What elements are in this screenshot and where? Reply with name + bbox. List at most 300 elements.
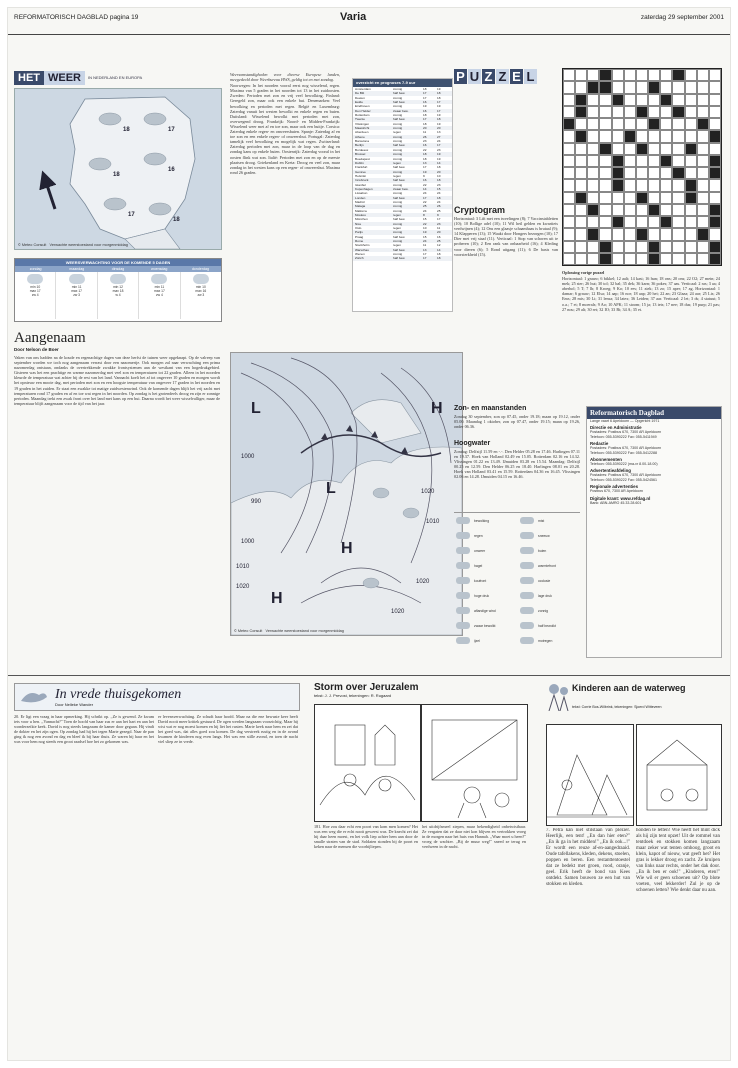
crossword-cell[interactable] <box>709 106 721 118</box>
crossword-cell[interactable] <box>612 94 624 106</box>
crossword-cell[interactable] <box>624 204 636 216</box>
weather-table-cell: Helsinki <box>355 173 366 178</box>
crossword-cell[interactable] <box>672 155 684 167</box>
kids-title: Kinderen aan de waterweg <box>572 683 686 693</box>
crossword-cell[interactable] <box>599 167 611 179</box>
crossword-cell[interactable] <box>648 106 660 118</box>
crossword-cell[interactable] <box>685 94 697 106</box>
crossword-cell[interactable] <box>660 81 672 93</box>
crossword-cell[interactable] <box>575 253 587 265</box>
crossword-cell[interactable] <box>636 192 648 204</box>
legend-item: zwaar bewolkt <box>474 624 496 628</box>
weather-table-cell: Genève <box>355 169 366 174</box>
weather-table-cell: Brussel <box>355 152 366 157</box>
crossword-cell[interactable] <box>587 81 599 93</box>
weather-table-cell: 17 <box>437 217 441 222</box>
crossword-cell[interactable] <box>672 106 684 118</box>
colofon-line: Telefoon: 055-5390222 (ma-vr 8.00-18.00) <box>590 462 658 467</box>
crossword-cell[interactable] <box>612 155 624 167</box>
crossword-cell[interactable] <box>709 69 721 81</box>
crossword-cell[interactable] <box>709 118 721 130</box>
crossword-cell[interactable] <box>709 130 721 142</box>
forecast-max: 17 <box>36 289 41 293</box>
crossword-cell[interactable] <box>612 204 624 216</box>
weather-table-cell: zonnig <box>393 126 403 131</box>
crossword-cell[interactable] <box>660 204 672 216</box>
crossword-cell[interactable] <box>685 143 697 155</box>
crossword-cell[interactable] <box>672 94 684 106</box>
weather-table-cell: Maastricht <box>355 126 370 131</box>
crossword-cell[interactable] <box>636 94 648 106</box>
crossword-cell[interactable] <box>575 192 587 204</box>
crossword-cell[interactable] <box>672 253 684 265</box>
crossword-cell[interactable] <box>587 204 599 216</box>
crossword-cell[interactable] <box>648 204 660 216</box>
weather-table-cell: 19 <box>423 169 427 174</box>
map-temp-5: 17 <box>128 212 135 218</box>
crossword-cell[interactable] <box>612 81 624 93</box>
crossword-cell[interactable] <box>660 216 672 228</box>
crossword-cell[interactable] <box>697 118 709 130</box>
crossword-cell[interactable] <box>587 167 599 179</box>
crossword-cell[interactable] <box>599 216 611 228</box>
crossword-cell[interactable] <box>612 228 624 240</box>
legend-symbol-icon <box>520 547 534 554</box>
weather-table-cell: 25 <box>423 204 427 209</box>
weather-table-cell: 10 <box>423 226 427 230</box>
weather-table-cell: 26 <box>437 204 441 209</box>
crossword-cell[interactable] <box>672 228 684 240</box>
colofon-line: Telefoon: 055-5390222 Fax: 055-5412288 <box>590 450 657 455</box>
crossword-cell[interactable] <box>648 94 660 106</box>
weather-table-cell: 19 <box>437 156 441 161</box>
crossword-cell[interactable] <box>685 167 697 179</box>
weather-table-cell: 19 <box>423 104 427 109</box>
crossword-cell[interactable] <box>697 216 709 228</box>
weather-table-cell: Berlijn <box>355 143 364 148</box>
crossword-cell[interactable] <box>660 228 672 240</box>
crossword-cell[interactable] <box>685 241 697 253</box>
crossword-cell[interactable] <box>563 204 575 216</box>
crossword-cell[interactable] <box>575 204 587 216</box>
crossword-cell[interactable] <box>599 69 611 81</box>
section-divider <box>8 675 730 676</box>
legend-item: half bewolkt <box>538 624 556 628</box>
crossword-cell[interactable] <box>660 130 672 142</box>
crossword-cell[interactable] <box>563 228 575 240</box>
crossword-cell[interactable] <box>660 118 672 130</box>
weather-table-cell: 24 <box>437 191 441 196</box>
sun-moon-times <box>454 405 580 438</box>
crossword-cell[interactable] <box>599 155 611 167</box>
crossword-cell[interactable] <box>612 241 624 253</box>
crossword-cell[interactable] <box>563 143 575 155</box>
crossword-cell[interactable] <box>599 94 611 106</box>
weather-table-title: overzicht en prognoses 7-9 uur <box>353 79 452 87</box>
crossword-cell[interactable] <box>599 143 611 155</box>
crossword-cell[interactable] <box>624 241 636 253</box>
crossword-cell[interactable] <box>636 106 648 118</box>
crossword-cell[interactable] <box>587 216 599 228</box>
svg-text:L: L <box>326 480 336 497</box>
crossword-cell[interactable] <box>636 155 648 167</box>
crossword-cell[interactable] <box>599 253 611 265</box>
svg-text:H: H <box>341 540 353 557</box>
crossword-cell[interactable] <box>587 253 599 265</box>
crossword-cell[interactable] <box>612 192 624 204</box>
crossword-cell[interactable] <box>587 179 599 191</box>
crossword-cell[interactable] <box>697 81 709 93</box>
crossword-cell[interactable] <box>575 106 587 118</box>
weather-table-cell: zonnig <box>393 208 403 213</box>
crossword-cell[interactable] <box>563 81 575 93</box>
legend-symbol-icon <box>456 547 470 554</box>
crossword-cell[interactable] <box>612 106 624 118</box>
crossword-cell[interactable] <box>563 179 575 191</box>
colofon-line: Telefoon: 055-5390222 Fax: 055-5411949 <box>590 434 657 439</box>
weather-table-cell: 22 <box>423 221 427 226</box>
crossword-cell[interactable] <box>599 179 611 191</box>
forecast-wind: zw 4 <box>156 293 163 297</box>
crossword-cell[interactable] <box>587 155 599 167</box>
crossword-cell[interactable] <box>575 118 587 130</box>
legend-symbol-icon <box>520 532 534 539</box>
crossword-cell[interactable] <box>587 69 599 81</box>
crossword-cell[interactable] <box>697 192 709 204</box>
crossword-cell[interactable] <box>575 69 587 81</box>
crossword-cell[interactable] <box>636 118 648 130</box>
crossword-cell[interactable] <box>648 241 660 253</box>
crossword-cell[interactable] <box>624 167 636 179</box>
crossword-cell[interactable] <box>575 143 587 155</box>
legend-symbol-icon <box>456 517 470 524</box>
crossword-cell[interactable] <box>697 94 709 106</box>
crossword-cell[interactable] <box>685 130 697 142</box>
crossword-cell[interactable] <box>709 228 721 240</box>
crossword-cell[interactable] <box>575 228 587 240</box>
crossword-cell[interactable] <box>612 179 624 191</box>
crossword-cell[interactable] <box>563 241 575 253</box>
crossword-cell[interactable] <box>672 118 684 130</box>
crossword-cell[interactable] <box>624 143 636 155</box>
crossword-cell[interactable] <box>624 192 636 204</box>
weather-table-cell: zonnig <box>393 147 403 152</box>
crossword-cell[interactable] <box>599 228 611 240</box>
crossword-cell[interactable] <box>612 167 624 179</box>
crossword-cell[interactable] <box>575 167 587 179</box>
crossword-cell[interactable] <box>648 228 660 240</box>
crossword-cell[interactable] <box>660 155 672 167</box>
crossword-cell[interactable] <box>612 118 624 130</box>
crossword-cell[interactable] <box>672 204 684 216</box>
cloud-rain-icon <box>193 274 209 284</box>
crossword-cell[interactable] <box>624 216 636 228</box>
crossword-cell[interactable] <box>672 81 684 93</box>
crossword-cell[interactable] <box>648 216 660 228</box>
crossword-cell[interactable] <box>624 106 636 118</box>
serial-byline: Door Nelleke Wander <box>55 702 94 707</box>
legend-symbol-icon <box>520 622 534 629</box>
forecast-day: dinsdag <box>111 267 125 271</box>
crossword-cell[interactable] <box>624 94 636 106</box>
crossword-cell[interactable] <box>612 143 624 155</box>
crossword-cell[interactable] <box>624 69 636 81</box>
crossword-cell[interactable] <box>587 130 599 142</box>
article-body: Vaken van ons hadden na de koude en regenachtige dagen van deze herfst de tuinen weer opgeknapt. Op de valreep van september worden we toch nog aangenaam verrast door een nazomertje. Ook morgen zal naar verwachting een prima nazomerdag ontstaan, ondanks de overtrekkende zwakke frontsystemen aan de westkant van een hogedrukgebied. Gisteren was het een prachtige en warme nazomerdag met veel zon en temperaturen tot 22 graden. Alleen in het noorden kleurde de temperatuur wat achter bij de rest van het land. Vannacht koelt het af tot ongeveer 10 graden en morgen wordt het opnieuw een mooie dag, met perioden met zon en een hoogste temperatuur van ongeveer 17 graden in het noorden en 19 graden in het zuiden. Er staat een zwakke tot matige zuidwestenwind. Ook de komende dagen blijft het vrij zacht met temperaturen rond 17 graden en af en toe wat regen in het noorden. Op zondag is het grotendeels droog en zijn er zonnige perioden. Maandag trekt een zwak front over het land met kans op een bui. Daarna wordt het weer wisselvalliger, maar de temperatuur blijft aangenaam voor de tijd van het jaar. <box>14 355 220 406</box>
weather-logo-sub: IN NEDERLAND EN EUROPA <box>88 75 143 80</box>
crossword-cell[interactable] <box>709 204 721 216</box>
crossword-cell[interactable] <box>709 253 721 265</box>
crossword-cell[interactable] <box>660 106 672 118</box>
legend-symbol-icon <box>520 607 534 614</box>
weather-table-cell: regen <box>393 173 401 178</box>
cryptogram-title: Cryptogram <box>454 205 506 215</box>
crossword-cell[interactable] <box>612 216 624 228</box>
crossword-cell[interactable] <box>636 81 648 93</box>
crossword-cell[interactable] <box>636 228 648 240</box>
crossword-cell[interactable] <box>660 179 672 191</box>
crossword-cell[interactable] <box>575 155 587 167</box>
weather-table-cell: Barcelona <box>355 139 369 144</box>
weather-table-cell: 17 <box>423 195 427 200</box>
crossword-cell[interactable] <box>624 118 636 130</box>
crossword-cell[interactable] <box>612 253 624 265</box>
crossword-cell[interactable] <box>685 81 697 93</box>
crossword-cell[interactable] <box>660 192 672 204</box>
synoptic-credit: © Meteo Consult <box>234 629 263 633</box>
crossword-cell[interactable] <box>685 179 697 191</box>
crossword-cell[interactable] <box>709 81 721 93</box>
crossword-cell[interactable] <box>709 241 721 253</box>
cryptogram-clues: Horizontaal: 3 Lift met een tweelingen (8); 7 Vaccinstabletten (10); 10 Bollige adel (10); 11 Wil heil gelden en kwartiets verdwijnen (4); 12 Ons een glaasje schaamhaas is brutaal (9); 14 Klapperen (13); 15 Waakt door Hongers bezorgen (10); 17 Dier met vrij staaf (11). Verticaal: 1 Stop van schoren uit te proberen (10); 2 Een rank van onbaarheid (16); 4 Kleding voor dieren (6); 5 Rond uitgang (11); 6 De basis van voorsterkheid (15). <box>454 216 558 257</box>
europe-intro: Weersomstandigheden voor diverse Europese landen, meegedeeld door Weerbureau HWS, geldig tot en met zondag. <box>230 72 340 83</box>
crossword-cell[interactable] <box>563 216 575 228</box>
colofon-line: Redactie <box>590 441 609 447</box>
crossword-cell[interactable] <box>672 167 684 179</box>
kids-story-header <box>546 681 720 721</box>
crossword-cell[interactable] <box>612 69 624 81</box>
crossword-cell[interactable] <box>624 179 636 191</box>
crossword-cell[interactable] <box>563 155 575 167</box>
crossword-cell[interactable] <box>636 69 648 81</box>
serial-title: In vrede thuisgekomen <box>55 687 182 702</box>
crossword-cell[interactable] <box>624 81 636 93</box>
crossword-cell[interactable] <box>648 118 660 130</box>
crossword-cell[interactable] <box>648 179 660 191</box>
europe-body: Noorwegen: In het noorden vooral eerst nog wisselend, regen. Maxima van 5 graden in het noorden tot 13 in het zuidoosten. Zweden: Perioden met zon en vrij veel bewolking. Finland: Geregeld zon, maar ook een enkele bui. Denemarken: Veel bewolking en perioden met regen. België en Luxemburg: Zaterdag vanuit het westen bewolkt en enkele regen en buien. Duitsland: Wisselend bewolkt met perioden met zon, overwegend droog. Frankrijk: Noord- en Midden-Frankrijk: Wisselend weer met af en toe zon, maar ook een buitje. Corsica: Zaterdag enkele regen- en onweersbuien. Spanje: Zaterdag af en toe zon en een enkele regen- of onweersbui. Portugal: Zaterdag tamelijk veel bewolking en mogelijk wat regen. Zwitserland: Zaterdag perioden met zon, maar in de loop van de dag en zondag kans op enkele buien. Oostenrijk: Zaterdag vooral in het oosten flink wat zon. Italië: Perioden met zon en op de meeste plaatsen droog. Griekenland en Kreta: Droog en veel zon, maar zondag in het westen kans op een regen- of onweersbui. Maxima rond 26 graden. <box>230 83 340 175</box>
crossword-cell[interactable] <box>709 179 721 191</box>
header-left: REFORMATORISCH DAGBLAD pagina 19 <box>14 14 139 21</box>
crossword-cell[interactable] <box>563 192 575 204</box>
legend-symbol-icon <box>456 607 470 614</box>
crossword-cell[interactable] <box>575 241 587 253</box>
crossword-cell[interactable] <box>624 155 636 167</box>
weather-table-cell: half bew. <box>393 178 406 183</box>
weather-table-row <box>353 256 452 260</box>
crossword-cell[interactable] <box>648 69 660 81</box>
crossword-cell[interactable] <box>587 241 599 253</box>
crossword-cell[interactable] <box>599 192 611 204</box>
forecast-day: donderdag <box>191 267 209 271</box>
crossword-cell[interactable] <box>685 216 697 228</box>
crossword-cell[interactable] <box>709 143 721 155</box>
crossword-cell[interactable] <box>685 192 697 204</box>
crossword-cell[interactable] <box>599 204 611 216</box>
forecast-min: 11 <box>78 285 82 289</box>
crossword-cell[interactable] <box>697 204 709 216</box>
kids-illustration <box>546 724 634 826</box>
crossword-cell[interactable] <box>685 228 697 240</box>
crossword-cell[interactable] <box>648 155 660 167</box>
crossword-cell[interactable] <box>648 167 660 179</box>
weather-table-cell: 11 <box>423 130 427 135</box>
weather-table-cell: 16 <box>423 100 427 105</box>
forecast-wind: zw 3 <box>197 293 205 297</box>
crossword-cell[interactable] <box>697 155 709 167</box>
crossword-cell[interactable] <box>648 130 660 142</box>
weather-table-cell: half bew. <box>393 143 406 148</box>
crossword-cell[interactable] <box>636 241 648 253</box>
crossword-cell[interactable] <box>660 69 672 81</box>
crossword-grid <box>562 68 722 266</box>
crossword-cell[interactable] <box>685 253 697 265</box>
crossword-cell[interactable] <box>697 179 709 191</box>
crossword-cell[interactable] <box>660 167 672 179</box>
crossword-cell[interactable] <box>685 69 697 81</box>
forecast-day: woensdag <box>151 267 168 271</box>
crossword-cell[interactable] <box>575 81 587 93</box>
weather-table-cell: Stockholm <box>355 243 370 248</box>
crossword-cell[interactable] <box>685 106 697 118</box>
crossword-cell[interactable] <box>587 228 599 240</box>
crossword-cell[interactable] <box>709 216 721 228</box>
crossword-cell[interactable] <box>648 192 660 204</box>
crossword-cell[interactable] <box>648 253 660 265</box>
crossword-cell[interactable] <box>575 94 587 106</box>
crossword-cell[interactable] <box>697 228 709 240</box>
crossword-cell[interactable] <box>563 253 575 265</box>
crossword-cell[interactable] <box>587 143 599 155</box>
crossword-cell[interactable] <box>709 155 721 167</box>
crossword-cell[interactable] <box>636 143 648 155</box>
crossword-cell[interactable] <box>636 204 648 216</box>
crossword-cell[interactable] <box>697 167 709 179</box>
crossword-cell[interactable] <box>660 94 672 106</box>
crossword-cell[interactable] <box>575 216 587 228</box>
crossword-cell[interactable] <box>697 130 709 142</box>
weather-table-cell: zonnig <box>393 113 403 118</box>
colofon-line: Postadres: Postbus 670, 7300 AR Apeldoorn <box>590 473 662 478</box>
weather-table-cell: Amsterdam <box>355 87 371 91</box>
crossword-cell[interactable] <box>648 143 660 155</box>
crossword-cell[interactable] <box>599 130 611 142</box>
crossword-cell[interactable] <box>587 94 599 106</box>
crossword-cell[interactable] <box>697 69 709 81</box>
weather-table-cell: 16 <box>423 178 427 183</box>
crossword-cell[interactable] <box>672 69 684 81</box>
crossword-cell[interactable] <box>599 118 611 130</box>
crossword-cell[interactable] <box>587 118 599 130</box>
legend-item: lage druk <box>538 594 552 598</box>
weather-table-cell: Warschau <box>355 247 369 252</box>
crossword-cell[interactable] <box>563 69 575 81</box>
crossword-cell[interactable] <box>563 118 575 130</box>
crossword-cell[interactable] <box>685 118 697 130</box>
crossword-cell[interactable] <box>624 228 636 240</box>
crossword-cell[interactable] <box>587 192 599 204</box>
crossword-cell[interactable] <box>685 155 697 167</box>
legend-item: mist <box>538 519 545 523</box>
crossword-cell[interactable] <box>709 94 721 106</box>
weather-table-cell: 18 <box>437 165 441 170</box>
weather-table-cell: 18 <box>423 156 427 161</box>
weather-table-cell: Oslo <box>355 226 362 230</box>
legend-item: motregen <box>538 639 553 643</box>
crossword-cell[interactable] <box>599 106 611 118</box>
crossword-cell[interactable] <box>636 130 648 142</box>
europe-synoptic-map <box>230 352 463 636</box>
crossword-cell[interactable] <box>697 241 709 253</box>
crossword-cell[interactable] <box>636 253 648 265</box>
crossword-cell[interactable] <box>575 179 587 191</box>
crossword-cell[interactable] <box>587 106 599 118</box>
weather-table-cell: 8 <box>423 212 425 217</box>
crossword-cell[interactable] <box>672 130 684 142</box>
crossword-cell[interactable] <box>672 179 684 191</box>
weather-table-cell: Madrid <box>355 199 365 204</box>
crossword-cell[interactable] <box>697 106 709 118</box>
crossword-cell[interactable] <box>636 179 648 191</box>
crossword-cell[interactable] <box>709 192 721 204</box>
crossword-cell[interactable] <box>599 81 611 93</box>
crossword-cell[interactable] <box>612 130 624 142</box>
colofon-lines <box>587 419 721 505</box>
crossword-cell[interactable] <box>660 241 672 253</box>
weather-table-cell: zonnig <box>393 182 403 187</box>
crossword-cell[interactable] <box>636 167 648 179</box>
page-header <box>8 8 730 35</box>
crossword-cell[interactable] <box>563 106 575 118</box>
crossword-cell[interactable] <box>672 192 684 204</box>
kids-drawing <box>637 725 721 825</box>
crossword-cell[interactable] <box>672 143 684 155</box>
weather-table-cell: half bew. <box>393 100 406 105</box>
svg-text:1020: 1020 <box>391 609 405 615</box>
crossword-cell[interactable] <box>563 94 575 106</box>
weather-table-cell: 14 <box>437 160 441 165</box>
puzzle-letter: U <box>469 69 480 84</box>
weather-table-cell: Boedapest <box>355 156 370 161</box>
crossword-cell[interactable] <box>624 253 636 265</box>
crossword-cell[interactable] <box>599 241 611 253</box>
crossword-cell[interactable] <box>648 81 660 93</box>
weather-table-cell: 18 <box>423 113 427 118</box>
crossword-cell[interactable] <box>672 241 684 253</box>
crossword-cell[interactable] <box>563 167 575 179</box>
crossword-cell[interactable] <box>563 130 575 142</box>
crossword-cell[interactable] <box>575 130 587 142</box>
crossword-cell[interactable] <box>624 130 636 142</box>
crossword-cell[interactable] <box>697 253 709 265</box>
crossword-cell[interactable] <box>660 253 672 265</box>
crossword-cell[interactable] <box>697 143 709 155</box>
crossword-cell[interactable] <box>685 204 697 216</box>
crossword-cell[interactable] <box>660 143 672 155</box>
weather-table-cell: zonnig <box>393 156 403 161</box>
crossword-cell[interactable] <box>672 216 684 228</box>
crossword-cell[interactable] <box>636 216 648 228</box>
crossword-cell[interactable] <box>709 167 721 179</box>
